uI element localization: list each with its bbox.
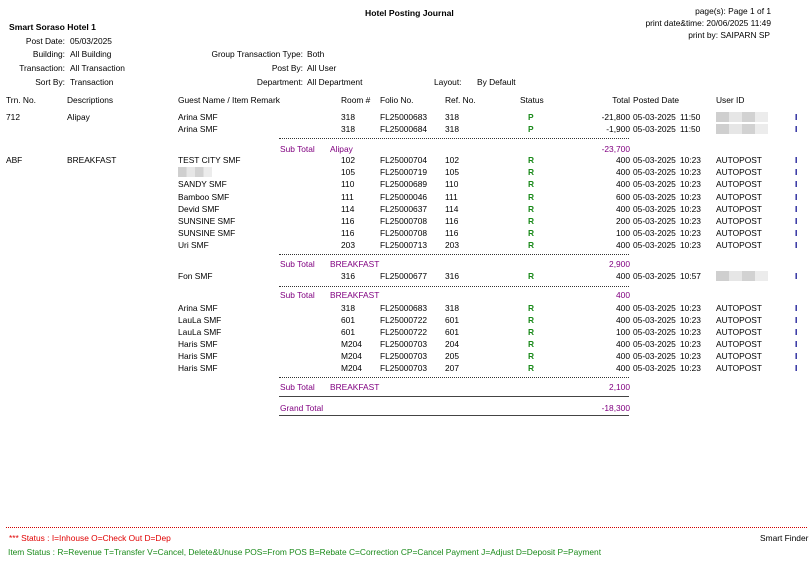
group-type-label: Group Transaction Type:: [211, 49, 303, 59]
cell-ref: 204: [445, 339, 459, 349]
post-date-value: 05/03/2025: [70, 36, 112, 46]
cell-room: 601: [341, 327, 355, 337]
cell-posted-time: 10:23: [680, 204, 701, 214]
cell-status: R: [528, 351, 535, 361]
cell-folio: FL25000708: [380, 216, 428, 226]
cell-posted-date: 05-03-2025: [633, 167, 676, 177]
department-value: All Department: [307, 77, 363, 87]
cell-folio: FL25000719: [380, 167, 428, 177]
col-ref: Ref. No.: [445, 95, 476, 105]
redacted-guest-name: [178, 167, 212, 178]
cell-guest: Uri SMF: [178, 240, 209, 250]
col-desc: Descriptions: [67, 95, 114, 105]
cell-posted-date: 05-03-2025: [633, 339, 676, 349]
cell-total: 400: [616, 155, 630, 165]
cell-ref: 601: [445, 327, 459, 337]
inhouse-flag: I: [795, 124, 798, 134]
group-type-value: Both: [307, 49, 325, 59]
cell-room: 102: [341, 155, 355, 165]
cell-posted-time: 10:23: [680, 315, 701, 325]
footer-divider: [6, 527, 807, 528]
cell-ref: 205: [445, 351, 459, 361]
col-trn: Trn. No.: [6, 95, 36, 105]
cell-posted-time: 11:50: [680, 112, 701, 122]
cell-status: R: [528, 339, 535, 349]
cell-status: R: [528, 303, 535, 313]
cell-total: 400: [616, 315, 630, 325]
subtotal-divider: [279, 377, 629, 378]
cell-room: 203: [341, 240, 355, 250]
col-guest: Guest Name / Item Remark: [178, 95, 280, 105]
cell-guest: SUNSINE SMF: [178, 228, 236, 238]
cell-room: 111: [341, 192, 354, 202]
cell-room: 105: [341, 167, 355, 177]
cell-user: AUTOPOST: [716, 351, 762, 361]
cell-ref: 111: [445, 192, 458, 202]
cell-guest: Haris SMF: [178, 351, 218, 361]
col-folio: Folio No.: [380, 95, 414, 105]
cell-posted-date: 05-03-2025: [633, 179, 676, 189]
cell-total: 400: [616, 351, 630, 361]
cell-posted-time: 10:57: [680, 271, 701, 281]
inhouse-flag: I: [795, 303, 798, 313]
cell-guest: Arina SMF: [178, 112, 218, 122]
cell-guest: TEST CITY SMF: [178, 155, 241, 165]
cell-posted-date: 05-03-2025: [633, 228, 676, 238]
cell-posted-date: 05-03-2025: [633, 112, 676, 122]
cell-posted-time: 11:50: [680, 124, 701, 134]
cell-ref: 318: [445, 112, 459, 122]
inhouse-flag: I: [795, 179, 798, 189]
cell-status: R: [528, 363, 535, 373]
cell-status: R: [528, 271, 535, 281]
cell-trn: ABF: [6, 155, 23, 165]
transaction-label: Transaction:: [19, 63, 65, 73]
cell-room: M204: [341, 351, 362, 361]
subtotal-name: Alipay: [330, 144, 353, 154]
cell-user: AUTOPOST: [716, 315, 762, 325]
col-status: Status: [520, 95, 544, 105]
inhouse-flag: I: [795, 240, 798, 250]
cell-ref: 203: [445, 240, 459, 250]
grand-total-label: Grand Total: [280, 403, 324, 413]
post-by-value: All User: [307, 63, 337, 73]
cell-guest: Bamboo SMF: [178, 192, 230, 202]
cell-posted-time: 10:23: [680, 228, 701, 238]
cell-status: R: [528, 179, 535, 189]
subtotal-divider: [279, 138, 629, 139]
cell-room: 316: [341, 271, 355, 281]
cell-total: 400: [616, 303, 630, 313]
redacted-user-id: [716, 112, 768, 123]
cell-ref: 105: [445, 167, 459, 177]
inhouse-flag: I: [795, 204, 798, 214]
cell-posted-time: 10:23: [680, 179, 701, 189]
cell-desc: BREAKFAST: [67, 155, 117, 165]
cell-total: 400: [616, 363, 630, 373]
cell-folio: FL25000703: [380, 339, 428, 349]
cell-status: R: [528, 216, 535, 226]
cell-guest: Devid SMF: [178, 204, 220, 214]
post-date-label: Post Date:: [25, 36, 65, 46]
cell-posted-date: 05-03-2025: [633, 192, 676, 202]
cell-total: 600: [616, 192, 630, 202]
cell-folio: FL25000722: [380, 327, 428, 337]
cell-user: AUTOPOST: [716, 303, 762, 313]
cell-total: 400: [616, 179, 630, 189]
subtotal-label: Sub Total: [280, 144, 315, 154]
cell-folio: FL25000637: [380, 204, 428, 214]
cell-status: R: [528, 167, 535, 177]
cell-folio: FL25000046: [380, 192, 428, 202]
cell-posted-time: 10:23: [680, 240, 701, 250]
cell-room: 318: [341, 124, 355, 134]
cell-posted-date: 05-03-2025: [633, 216, 676, 226]
cell-folio: FL25000713: [380, 240, 428, 250]
cell-room: 110: [341, 179, 355, 189]
subtotal-name: BREAKFAST: [330, 382, 380, 392]
print-datetime: print date&time: 20/06/2025 11:49: [645, 18, 771, 28]
cell-status: P: [528, 112, 534, 122]
grand-total-value: -18,300: [601, 403, 630, 413]
col-posted: Posted Date: [633, 95, 680, 105]
cell-guest: Haris SMF: [178, 339, 218, 349]
cell-folio: FL25000683: [380, 112, 428, 122]
cell-posted-date: 05-03-2025: [633, 327, 676, 337]
cell-ref: 116: [445, 216, 459, 226]
cell-room: 318: [341, 112, 355, 122]
subtotal-label: Sub Total: [280, 290, 315, 300]
layout-label: Layout:: [434, 77, 462, 87]
subtotal-value: 2,900: [609, 259, 630, 269]
cell-user: AUTOPOST: [716, 327, 762, 337]
cell-posted-date: 05-03-2025: [633, 240, 676, 250]
cell-trn: 712: [6, 112, 20, 122]
cell-folio: FL25000684: [380, 124, 428, 134]
cell-guest: LauLa SMF: [178, 315, 222, 325]
cell-room: 114: [341, 204, 355, 214]
cell-ref: 318: [445, 303, 459, 313]
cell-posted-date: 05-03-2025: [633, 204, 676, 214]
cell-user: AUTOPOST: [716, 240, 762, 250]
cell-posted-time: 10:23: [680, 351, 701, 361]
redacted-user-id: [716, 124, 768, 135]
subtotal-name: BREAKFAST: [330, 259, 380, 269]
cell-ref: 110: [445, 179, 459, 189]
subtotal-value: -23,700: [601, 144, 630, 154]
cell-posted-time: 10:23: [680, 339, 701, 349]
post-by-label: Post By:: [271, 63, 303, 73]
cell-desc: Alipay: [67, 112, 90, 122]
cell-room: 116: [341, 216, 355, 226]
cell-posted-time: 10:23: [680, 327, 701, 337]
cell-posted-time: 10:23: [680, 363, 701, 373]
cell-posted-date: 05-03-2025: [633, 271, 676, 281]
cell-room: 318: [341, 303, 355, 313]
cell-total: -21,800: [601, 112, 630, 122]
page-info: page(s): Page 1 of 1: [695, 6, 771, 16]
cell-folio: FL25000689: [380, 179, 428, 189]
cell-posted-date: 05-03-2025: [633, 351, 676, 361]
cell-posted-time: 10:23: [680, 216, 701, 226]
cell-total: 200: [616, 216, 630, 226]
sort-label: Sort By:: [35, 77, 65, 87]
cell-posted-time: 10:23: [680, 167, 701, 177]
cell-posted-date: 05-03-2025: [633, 124, 676, 134]
print-by: print by: SAIPARN SP: [688, 30, 770, 40]
cell-status: R: [528, 192, 535, 202]
cell-ref: 318: [445, 124, 459, 134]
layout-value: By Default: [477, 77, 516, 87]
subtotal-label: Sub Total: [280, 382, 315, 392]
cell-folio: FL25000722: [380, 315, 428, 325]
cell-status: R: [528, 204, 535, 214]
inhouse-flag: I: [795, 271, 798, 281]
inhouse-flag: I: [795, 351, 798, 361]
subtotal-label: Sub Total: [280, 259, 315, 269]
cell-total: 400: [616, 339, 630, 349]
inhouse-flag: I: [795, 216, 798, 226]
col-user: User ID: [716, 95, 745, 105]
cell-total: 400: [616, 167, 630, 177]
item-status-legend: Item Status : R=Revenue T=Transfer V=Cancel, Delete&Unuse POS=From POS B=Rebate C=Correction CP=Cancel Payment J=Adjust D=Deposit P=Payment: [8, 547, 602, 557]
cell-user: AUTOPOST: [716, 339, 762, 349]
cell-posted-date: 05-03-2025: [633, 155, 676, 165]
grand-total-underline: [279, 415, 629, 416]
cell-user: AUTOPOST: [716, 228, 762, 238]
cell-guest: SUNSINE SMF: [178, 216, 236, 226]
cell-posted-date: 05-03-2025: [633, 303, 676, 313]
subtotal-value: 2,100: [609, 382, 630, 392]
cell-user: AUTOPOST: [716, 155, 762, 165]
cell-user: AUTOPOST: [716, 167, 762, 177]
sort-value: Transaction: [70, 77, 114, 87]
cell-user: AUTOPOST: [716, 216, 762, 226]
inhouse-flag: I: [795, 167, 798, 177]
cell-guest: Fon SMF: [178, 271, 213, 281]
subtotal-divider: [279, 254, 629, 255]
cell-guest: LauLa SMF: [178, 327, 222, 337]
transaction-value: All Transaction: [70, 63, 125, 73]
building-value: All Building: [70, 49, 112, 59]
subtotal-value: 400: [616, 290, 630, 300]
inhouse-flag: I: [795, 228, 798, 238]
cell-user: AUTOPOST: [716, 179, 762, 189]
cell-total: -1,900: [606, 124, 630, 134]
subtotal-divider: [279, 286, 629, 287]
inhouse-flag: I: [795, 155, 798, 165]
grand-total-divider: [279, 396, 629, 397]
cell-room: 601: [341, 315, 355, 325]
cell-user: AUTOPOST: [716, 363, 762, 373]
cell-folio: FL25000677: [380, 271, 428, 281]
cell-ref: 207: [445, 363, 459, 373]
cell-status: R: [528, 327, 535, 337]
cell-total: 100: [616, 327, 630, 337]
col-total: Total: [612, 95, 630, 105]
cell-guest: Arina SMF: [178, 303, 218, 313]
subtotal-name: BREAKFAST: [330, 290, 380, 300]
cell-total: 100: [616, 228, 630, 238]
hotel-name: Smart Soraso Hotel 1: [9, 22, 96, 32]
cell-room: 116: [341, 228, 355, 238]
department-label: Department:: [256, 77, 303, 87]
cell-posted-time: 10:23: [680, 303, 701, 313]
cell-status: R: [528, 240, 535, 250]
cell-ref: 116: [445, 228, 459, 238]
col-room: Room #: [341, 95, 371, 105]
cell-guest: Haris SMF: [178, 363, 218, 373]
cell-posted-time: 10:23: [680, 155, 701, 165]
cell-total: 400: [616, 271, 630, 281]
inhouse-flag: I: [795, 192, 798, 202]
cell-posted-time: 10:23: [680, 192, 701, 202]
inhouse-flag: I: [795, 315, 798, 325]
cell-room: M204: [341, 339, 362, 349]
cell-total: 400: [616, 240, 630, 250]
cell-guest: Arina SMF: [178, 124, 218, 134]
redacted-user-id: [716, 271, 768, 282]
cell-ref: 114: [445, 204, 459, 214]
cell-posted-date: 05-03-2025: [633, 315, 676, 325]
inhouse-flag: I: [795, 339, 798, 349]
inhouse-flag: I: [795, 112, 798, 122]
cell-folio: FL25000704: [380, 155, 428, 165]
cell-ref: 601: [445, 315, 459, 325]
cell-status: R: [528, 315, 535, 325]
cell-folio: FL25000703: [380, 351, 428, 361]
status-legend: *** Status : I=Inhouse O=Check Out D=Dep: [9, 533, 171, 543]
cell-room: M204: [341, 363, 362, 373]
cell-user: AUTOPOST: [716, 204, 762, 214]
inhouse-flag: I: [795, 327, 798, 337]
cell-status: P: [528, 124, 534, 134]
inhouse-flag: I: [795, 363, 798, 373]
report-title: Hotel Posting Journal: [365, 8, 454, 18]
building-label: Building:: [32, 49, 65, 59]
cell-folio: FL25000708: [380, 228, 428, 238]
cell-ref: 316: [445, 271, 459, 281]
cell-posted-date: 05-03-2025: [633, 363, 676, 373]
brand-label: Smart Finder: [760, 533, 809, 543]
cell-total: 400: [616, 204, 630, 214]
cell-guest: SANDY SMF: [178, 179, 227, 189]
cell-ref: 102: [445, 155, 459, 165]
cell-status: R: [528, 228, 535, 238]
cell-user: AUTOPOST: [716, 192, 762, 202]
cell-folio: FL25000683: [380, 303, 428, 313]
cell-folio: FL25000703: [380, 363, 428, 373]
cell-status: R: [528, 155, 535, 165]
